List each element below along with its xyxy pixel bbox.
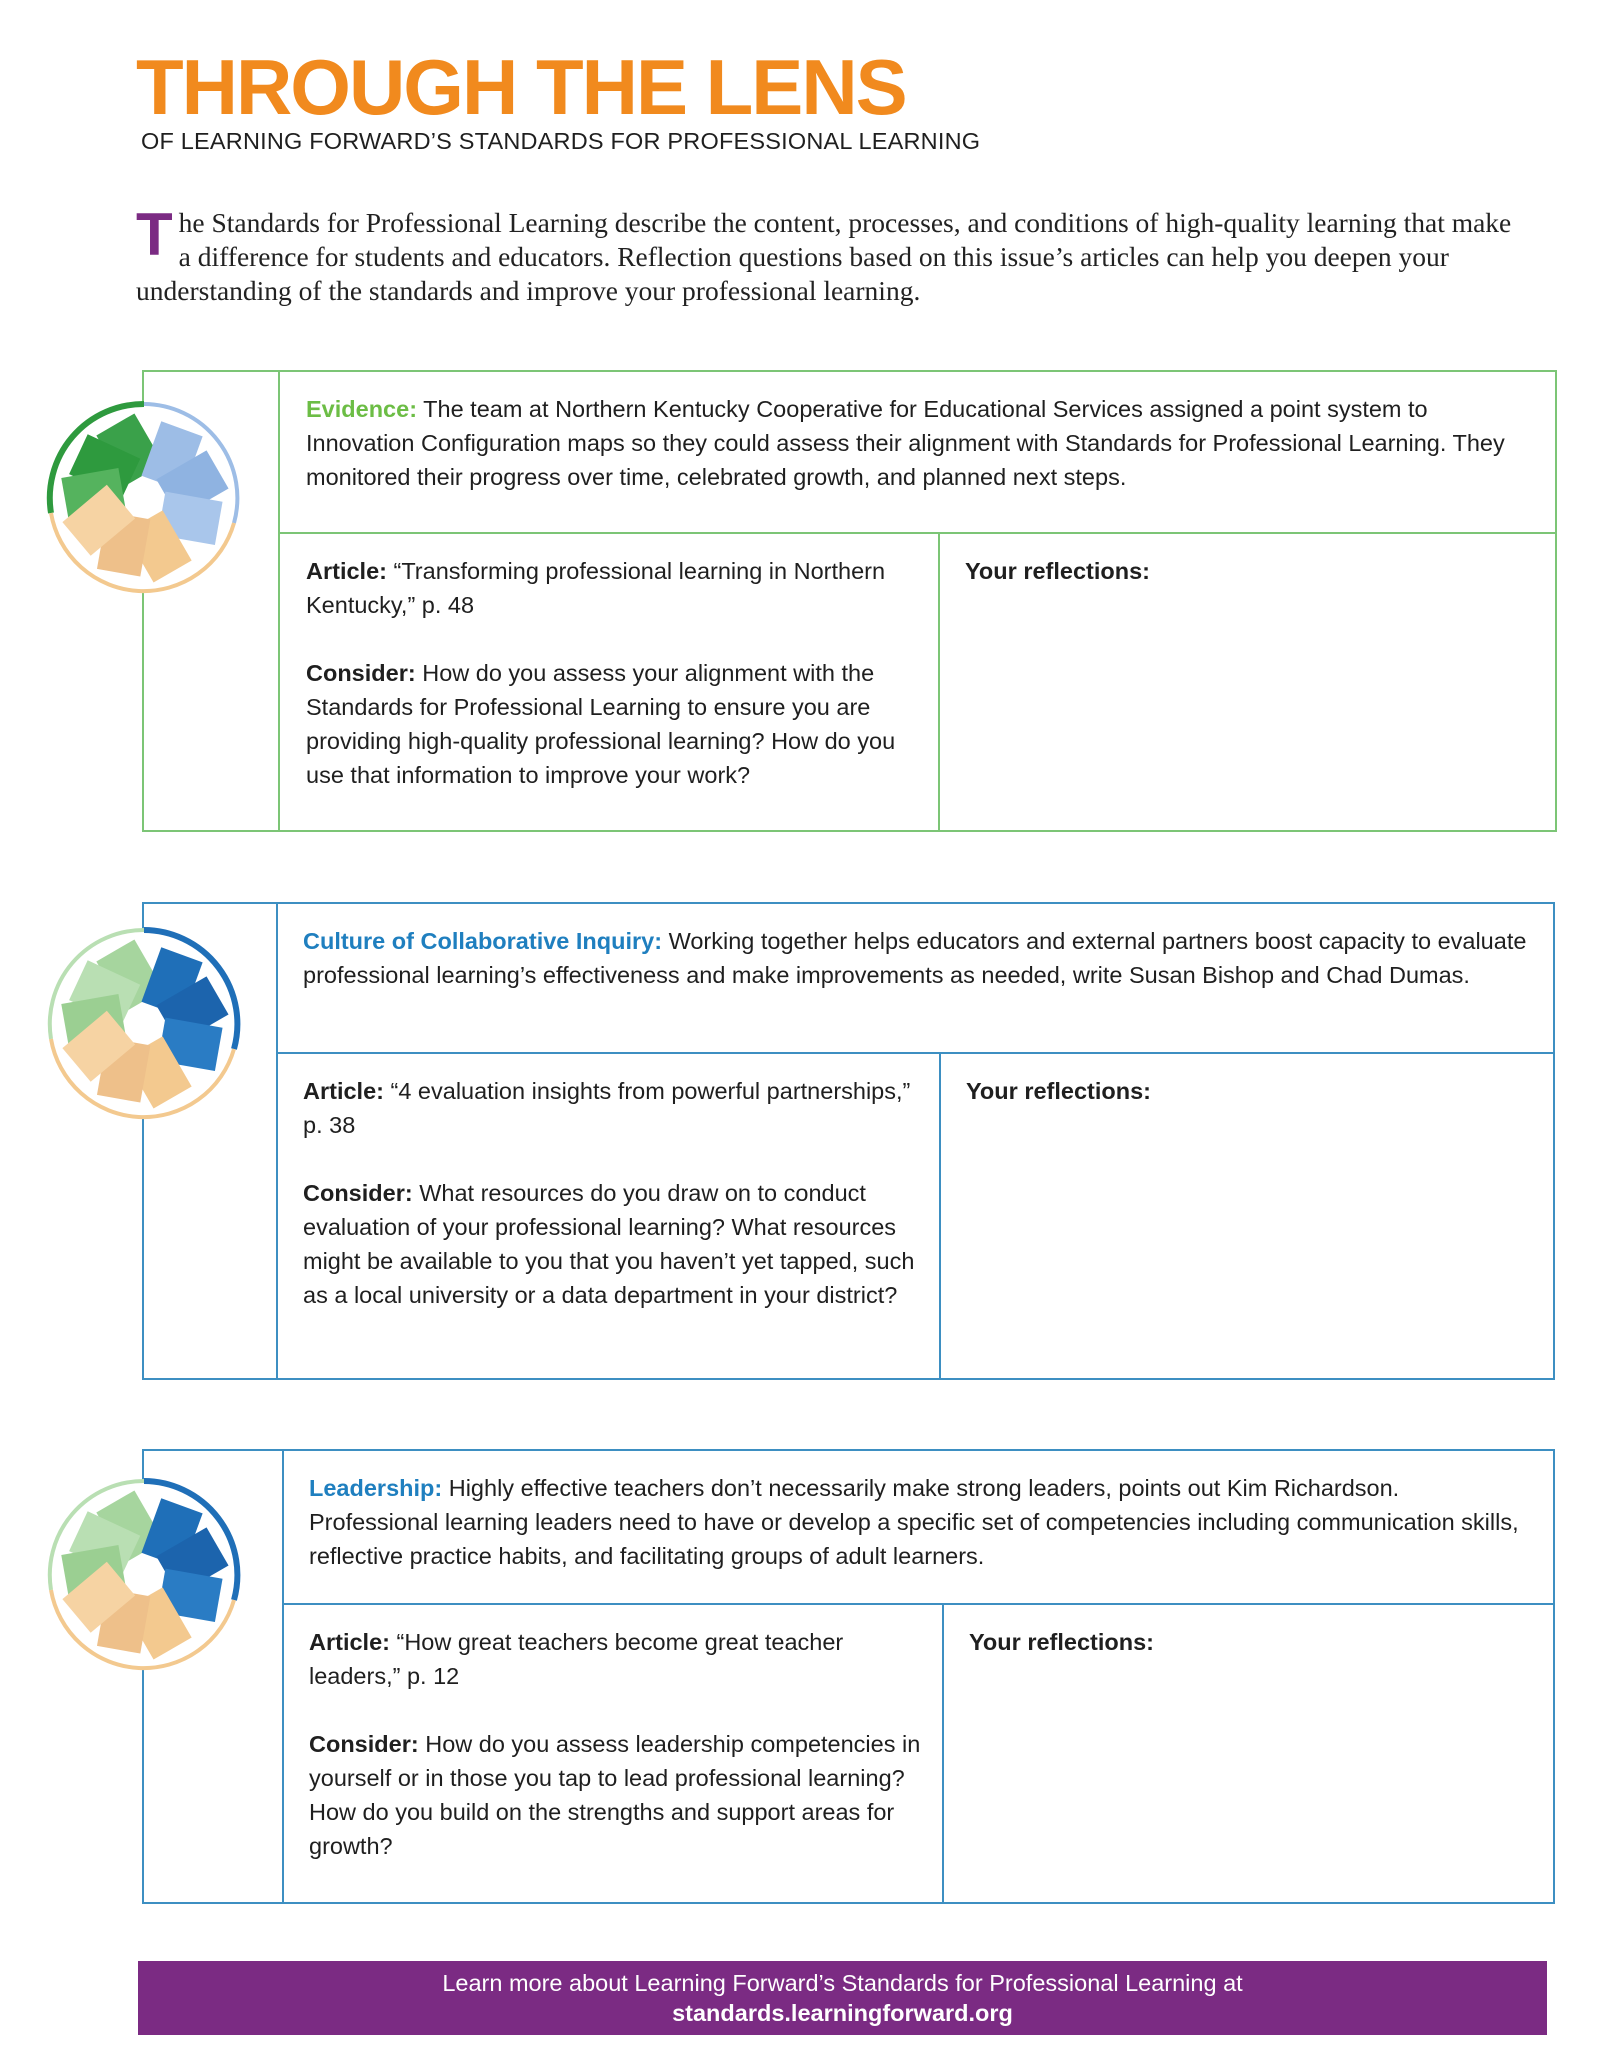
consider-text: What resources do you draw on to conduct evaluation of your professional learning? What resources might be available to you that you haven’t yet tapped, such as a local university or a data department in your district? xyxy=(303,1180,915,1308)
consider-label: Consider: xyxy=(306,660,416,686)
article-text: “How great teachers become great teacher leaders,” p. 12 xyxy=(309,1629,844,1689)
standard-description xyxy=(280,372,1555,534)
article-label: Article: xyxy=(309,1629,390,1655)
article-column xyxy=(280,534,940,830)
article-column xyxy=(284,1605,944,1902)
standard-text: The team at Northern Kentucky Cooperative for Educational Services assigned a point system to Innovation Configuration maps so they could assess their alignment with Standards for Professional Learning. They monitored their progress over time, celebrated growth, and planned next steps. xyxy=(306,396,1505,490)
standards-emblem-icon xyxy=(44,1475,244,1675)
section-leadership xyxy=(142,1449,1555,1904)
consider-text: How do you assess leadership competencies in yourself or in those you tap to lead professional learning? How do you build on the strengths and support areas for growth? xyxy=(309,1731,921,1859)
intro-text: he Standards for Professional Learning describe the content, processes, and conditions of high-quality learning that make a difference for students and educators. Reflection questions based on this issue’s articles can help you deepen your understanding of the standards and improve your professional learning. xyxy=(136,207,1512,306)
article-label: Article: xyxy=(306,558,387,584)
footer-link[interactable]: standards.learningforward.org xyxy=(672,2000,1013,2026)
reflections-column[interactable] xyxy=(941,1054,1553,1378)
reflections-label: Your reflections: xyxy=(966,1078,1151,1104)
article-label: Article: xyxy=(303,1078,384,1104)
article-text: “Transforming professional learning in Northern Kentucky,” p. 48 xyxy=(306,558,886,618)
section-evidence xyxy=(142,370,1557,832)
reflections-label: Your reflections: xyxy=(969,1629,1154,1655)
section-collaborative-inquiry xyxy=(142,902,1555,1380)
standard-description xyxy=(278,904,1553,1054)
standard-text: Highly effective teachers don’t necessarily make strong leaders, points out Kim Richardson. Professional learning leaders need to have or develop a specific set of competencies including communication skills, reflective practice habits, and facilitating groups of adult learners. xyxy=(309,1475,1519,1569)
page-subtitle: OF LEARNING FORWARD’S STANDARDS FOR PROFESSIONAL LEARNING xyxy=(141,128,981,154)
standards-emblem-icon xyxy=(44,398,244,598)
standard-label: Leadership: xyxy=(309,1475,443,1501)
article-column xyxy=(278,1054,941,1378)
reflections-label: Your reflections: xyxy=(965,558,1150,584)
consider-text: How do you assess your alignment with the Standards for Professional Learning to ensure you are providing high-quality professional learning? How do you use that information to improve your work? xyxy=(306,660,896,788)
standard-text: Working together helps educators and external partners boost capacity to evaluate professional learning’s effectiveness and make improvements as needed, write Susan Bishop and Chad Dumas. xyxy=(303,928,1527,988)
footer-text: Learn more about Learning Forward’s Standards for Professional Learning at xyxy=(442,1970,1243,1996)
standard-label: Culture of Collaborative Inquiry: xyxy=(303,928,663,954)
standard-label: Evidence: xyxy=(306,396,418,422)
article-text: “4 evaluation insights from powerful partnerships,” p. 38 xyxy=(303,1078,911,1138)
standard-description xyxy=(284,1451,1553,1605)
consider-label: Consider: xyxy=(309,1731,419,1757)
page-title: THROUGH THE LENS xyxy=(136,43,906,131)
reflections-column[interactable] xyxy=(944,1605,1553,1902)
reflections-column[interactable] xyxy=(940,534,1555,830)
standards-emblem-icon xyxy=(44,924,244,1124)
footer-banner xyxy=(138,1961,1547,2035)
intro-paragraph xyxy=(136,201,1516,308)
consider-label: Consider: xyxy=(303,1180,413,1206)
intro-dropcap: T xyxy=(136,201,173,268)
